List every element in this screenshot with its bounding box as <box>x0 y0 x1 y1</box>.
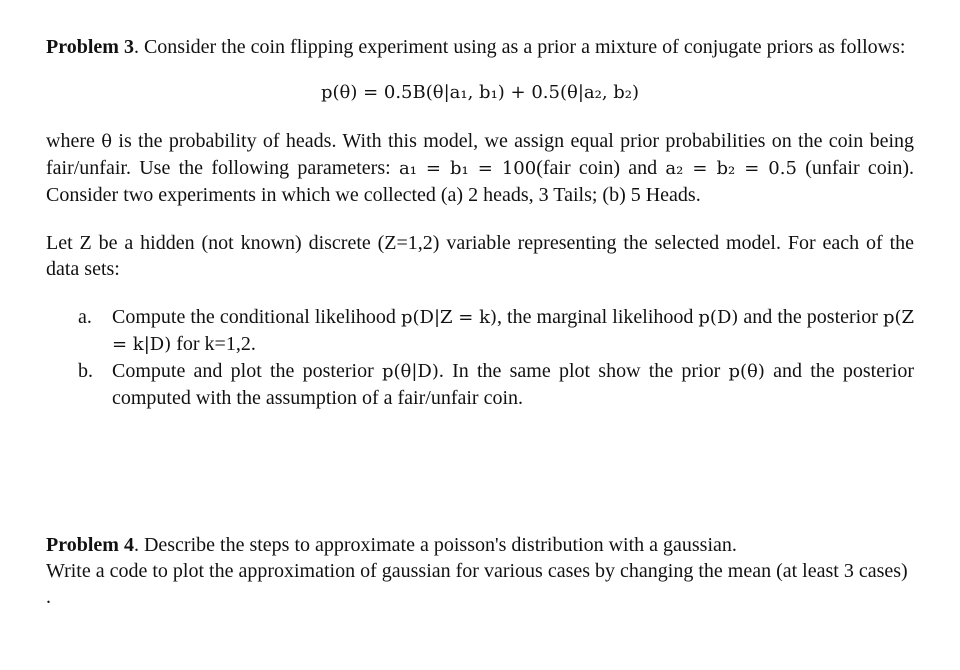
problem-4-line-2: Write a code to plot the approximation of gaussian for various cases by changing the mean (at least 3 cases) . <box>46 560 908 608</box>
problem-3-where <box>46 128 914 208</box>
task-b <box>78 358 914 411</box>
hidden-variable-paragraph: Let Z be a hidden (not known) discrete (Z=1,2) variable representing the selected model. For each of the data sets: <box>46 232 914 280</box>
params-unfair: a₂ = b₂ = 0.5 <box>665 158 797 179</box>
task-a <box>78 304 914 358</box>
where-pre: where <box>46 130 102 152</box>
prior-equation <box>46 80 914 106</box>
task-a-text-1: Compute the conditional likelihood <box>112 306 401 328</box>
where-post: (unfair coin). Consider two experiments in which we collected (a) 2 heads, 3 Tails; (b) 5 Heads. <box>46 157 914 206</box>
problem-4-line-1 <box>46 532 914 558</box>
task-b-math-2: p(θ) <box>728 361 765 382</box>
task-a-math-3: p(Z = k|D) <box>112 307 914 355</box>
task-b-text-1: Compute and plot the posterior <box>112 360 382 382</box>
fair-label: (fair coin) and <box>536 157 666 179</box>
task-list <box>46 304 914 411</box>
task-b-text-3: and the posterior computed with the assumption of a fair/unfair coin. <box>112 360 914 409</box>
problem-4-text-1: . Describe the steps to approximate a poisson's distribution with a gaussian. <box>133 534 737 556</box>
task-b-math-1: p(θ|D) <box>381 361 439 382</box>
prior-equation-text: p(θ) = 0.5B(θ|a₁, b₁) + 0.5(θ|a₂, b₂) <box>320 82 640 103</box>
params-fair: a₁ = b₁ = 100 <box>398 158 537 179</box>
where-mid: is the probability of heads. With this model, we assign equal prior probabilities on the coin being fair/unfair. Use the following parameters: <box>46 130 914 179</box>
task-b-text-2: . In the same plot show the prior <box>438 360 729 382</box>
task-a-text-3: and the posterior <box>738 306 883 328</box>
task-a-text-2: , the marginal likelihood <box>497 306 699 328</box>
problem-4-title: Problem 4 <box>46 534 134 556</box>
problem-3-title: Problem 3 <box>46 36 134 58</box>
problem-4 <box>46 532 914 610</box>
task-b-marker: b. <box>78 360 93 382</box>
problem-3-intro-text: . Consider the coin flipping experiment using as a prior a mixture of conjugate priors as follows: <box>133 36 906 58</box>
theta-symbol: θ <box>101 131 113 152</box>
problem-3 <box>46 34 914 411</box>
task-a-marker: a. <box>78 306 92 328</box>
task-a-math-1: p(D|Z = k) <box>400 307 498 328</box>
problem-3-intro <box>46 34 914 60</box>
task-a-math-2: p(D) <box>698 307 739 328</box>
task-a-text-4: for k=1,2. <box>171 333 256 355</box>
